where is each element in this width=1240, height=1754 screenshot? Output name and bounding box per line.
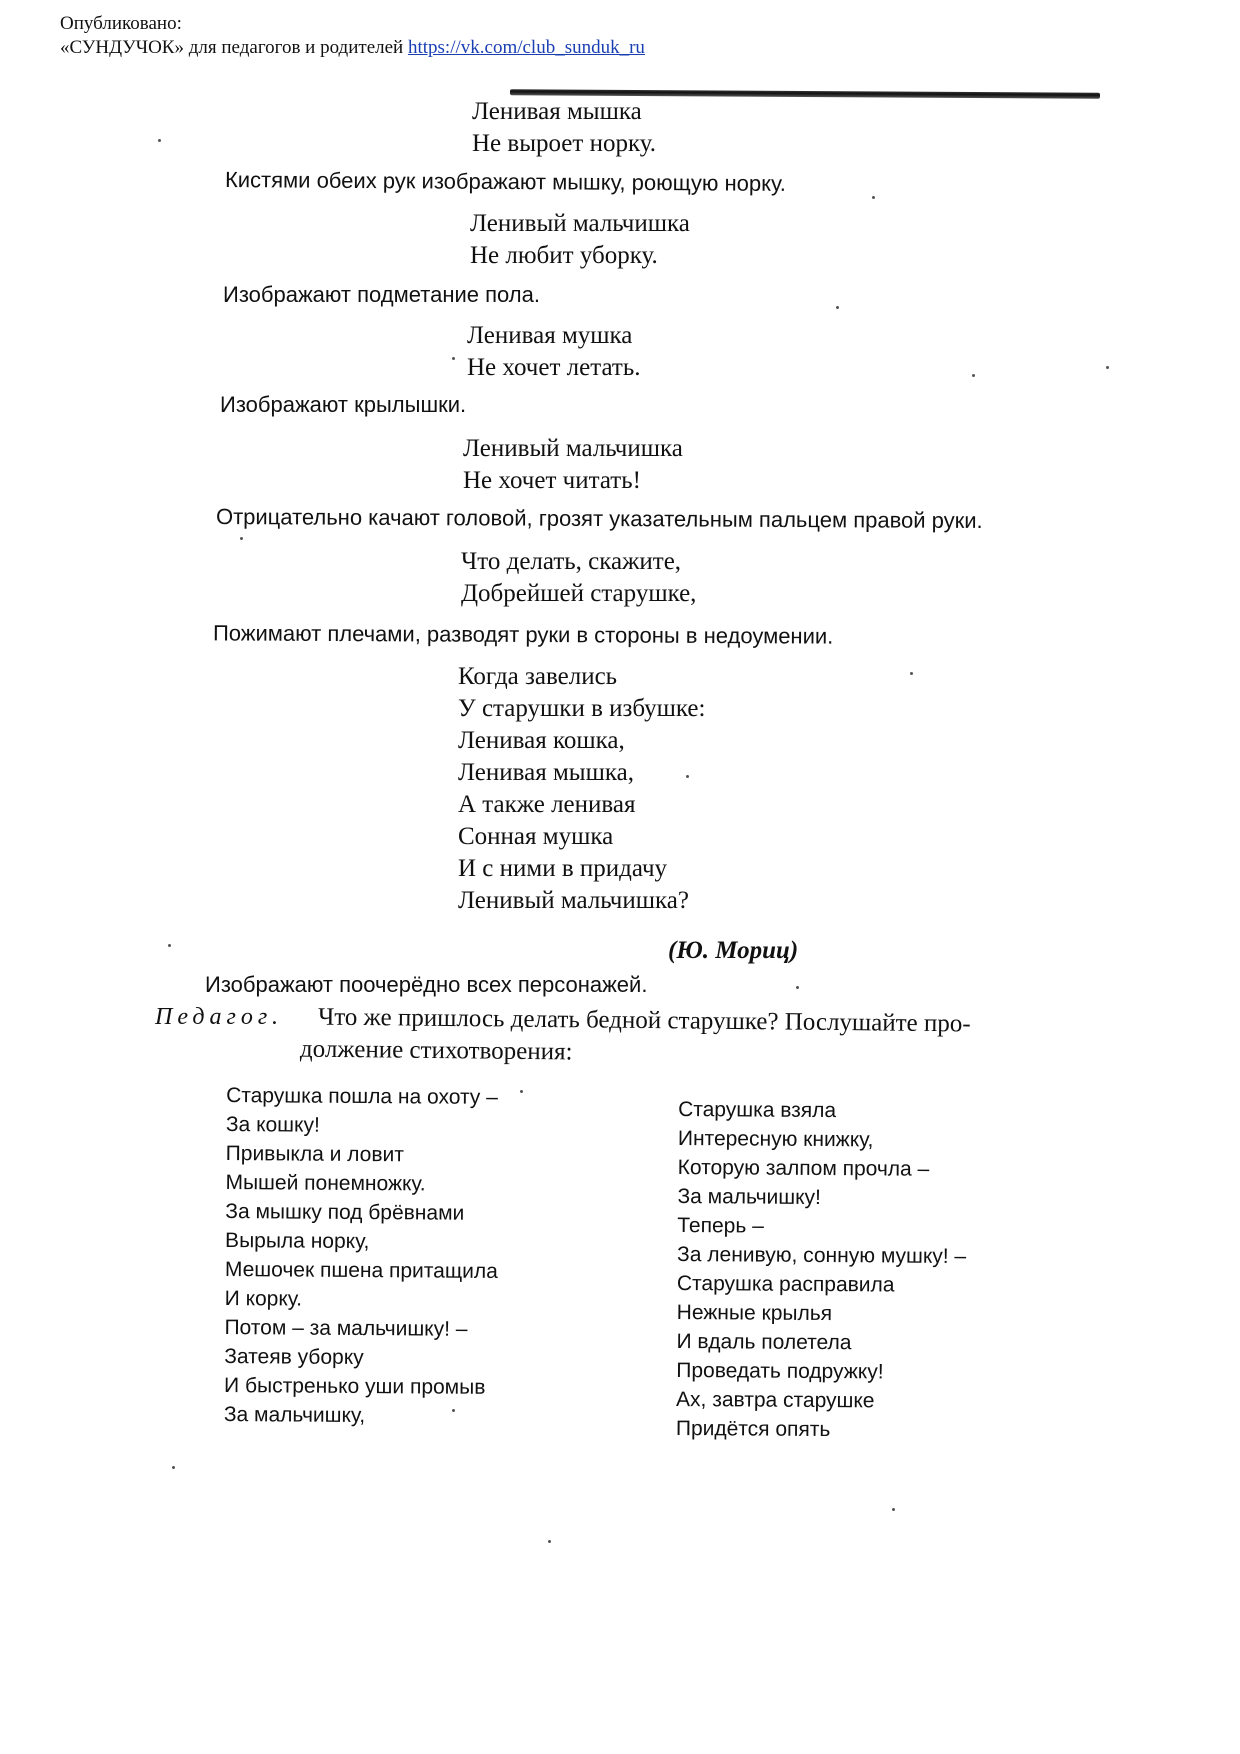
poem-line: И быстренько уши промыв: [224, 1374, 486, 1399]
published-label: Опубликовано:: [60, 13, 182, 34]
poem-line: Которую залпом прочла –: [677, 1155, 930, 1181]
poem-line: За ленивую, сонную мушку! –: [677, 1242, 967, 1269]
instruction-note: Пожимают плечами, разводят руки в стороны в недоумении.: [212, 620, 834, 649]
poem-line: Привыкла и ловит: [225, 1142, 404, 1167]
scan-speck: [172, 1466, 175, 1469]
poem-line: Старушка пошла на охоту –: [226, 1084, 498, 1109]
poem-left-column: [224, 1081, 499, 1431]
stanza-2: [470, 208, 690, 272]
scan-speck: [452, 1409, 455, 1412]
scan-speck: [972, 374, 975, 377]
verse-line: Не хочет читать!: [463, 467, 641, 494]
verse-line: Ленивая мушка: [467, 322, 633, 349]
scan-speck: [452, 357, 455, 360]
vk-club-link[interactable]: https://vk.com/club_sunduk_ru: [407, 37, 645, 58]
instruction-note: Изображают подметание пола.: [223, 282, 540, 307]
verse-line: Не хочет летать.: [467, 354, 641, 381]
verse-line: А также ленивая: [458, 791, 636, 818]
verse-line: Ленивая мышка: [472, 98, 642, 125]
poem-line: Теперь –: [677, 1213, 764, 1238]
pedagog-label: Педагог.: [155, 1004, 283, 1030]
scan-speck: [168, 944, 171, 947]
poem-line: Интересную книжку,: [677, 1126, 874, 1152]
verse-line: Ленивая мышка,: [458, 759, 634, 786]
publication-header: [60, 12, 645, 60]
poem-line: За мальчишку!: [677, 1184, 821, 1209]
publisher-name: «СУНДУЧОК» для педагогов и родителей: [60, 37, 404, 58]
stanza-3: [467, 320, 640, 384]
poem-line: Ах, завтра старушке: [676, 1387, 875, 1413]
poem-author: (Ю. Мориц): [668, 937, 799, 964]
poem-right-column: [676, 1095, 967, 1445]
scan-speck: [892, 1508, 895, 1511]
poem-line: За мальчишку,: [223, 1403, 366, 1428]
verse-line: Ленивая кошка,: [458, 727, 625, 754]
poem-line: Придётся опять: [675, 1416, 831, 1442]
poem-line: Старушка взяла: [678, 1097, 837, 1123]
poem-line: Мышей понемножку.: [225, 1171, 426, 1196]
scan-speck: [548, 1540, 551, 1543]
verse-line: И с ними в придачу: [458, 855, 668, 882]
poem-line: Затеяв уборку: [224, 1345, 364, 1370]
verse-line: Ленивый мальчишка: [463, 435, 683, 462]
scan-speck: [158, 139, 161, 142]
verse-line: Не выроет норку.: [472, 130, 656, 157]
scan-speck: [1106, 366, 1109, 369]
poem-line: Вырыла норку,: [225, 1229, 370, 1254]
poem-line: Проведать подружку!: [676, 1358, 884, 1384]
stanza-5: [461, 546, 696, 610]
pedagog-text-line-2: должение стихотворения:: [299, 1035, 573, 1066]
scan-speck: [910, 672, 913, 675]
poem-line: За мышку под брёвнами: [225, 1200, 465, 1225]
verse-line: Что делать, скажите,: [461, 548, 682, 575]
verse-line: У старушки в избушке:: [458, 695, 706, 722]
verse-line: Ленивый мальчишка?: [458, 887, 689, 914]
verse-line: Не любит уборку.: [470, 242, 658, 269]
pedagog-text-line-1: Что же пришлось делать бедной старушке? Послушайте про-: [317, 1003, 971, 1038]
instruction-note: Изображают крылышки.: [220, 392, 467, 417]
publisher-line: [60, 36, 645, 60]
instruction-note: Отрицательно качают головой, грозят указательным пальцем правой руки.: [215, 503, 983, 534]
poem-line: Старушка расправила: [676, 1271, 895, 1297]
instruction-note: Кистями обеих рук изображают мышку, роющую норку.: [224, 167, 787, 196]
stanza-6: [458, 661, 705, 917]
verse-line: Когда завелись: [458, 663, 618, 690]
scan-speck: [836, 306, 839, 309]
poem-line: За кошку!: [225, 1113, 320, 1137]
final-instruction-note: Изображают поочерёдно всех персонажей.: [205, 972, 648, 997]
stanza-1: [472, 96, 656, 160]
verse-line: Сонная мушка: [458, 823, 614, 850]
verse-line: Добрейшей старушке,: [461, 580, 697, 607]
scan-speck: [686, 775, 689, 778]
verse-line: Ленивый мальчишка: [470, 210, 690, 237]
poem-line: Потом – за мальчишку! –: [224, 1316, 468, 1341]
poem-line: И вдаль полетела: [676, 1329, 852, 1355]
poem-line: Нежные крылья: [676, 1300, 833, 1326]
scan-speck: [796, 986, 799, 989]
scan-speck: [520, 1090, 523, 1093]
stanza-4: [463, 433, 683, 497]
scan-speck: [872, 196, 875, 199]
poem-line: Мешочек пшена притащила: [224, 1258, 498, 1283]
scan-speck: [240, 537, 243, 540]
poem-line: И корку.: [224, 1287, 303, 1311]
